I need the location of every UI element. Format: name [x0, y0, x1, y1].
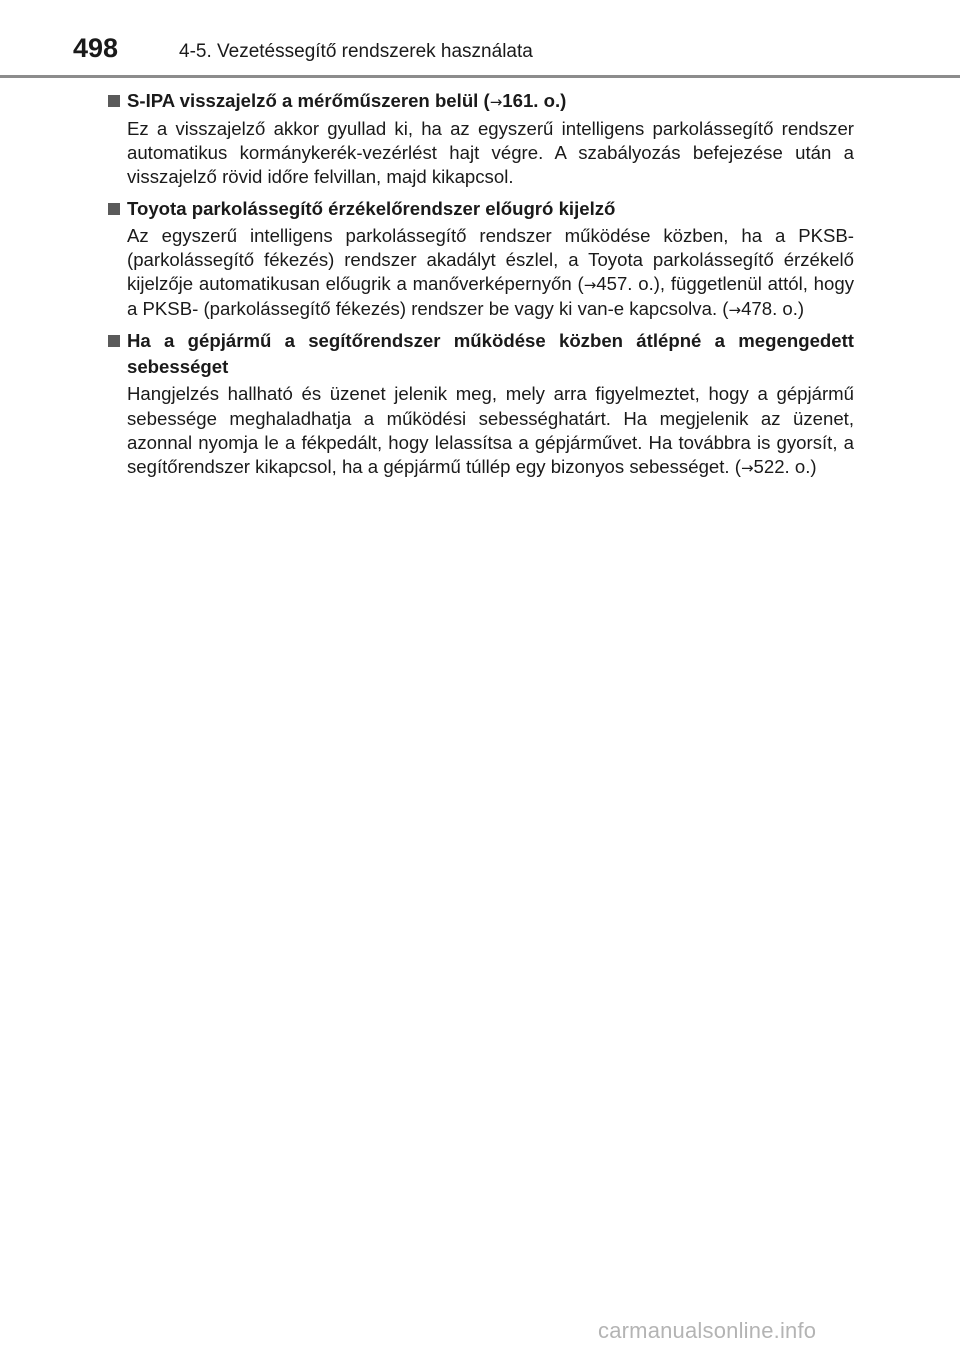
body-text: Az egyszerű intelligens parkolássegítő rendszer működése közben, ha a PKSB- (parkolássegítő fékezés) rendszer akadályt észlel, a Toyota parkolássegítő érzékelő kijelzője automatikusan előugrik a manőverképernyőn (: [127, 224, 854, 295]
item-heading: [108, 328, 854, 380]
item-body: [108, 382, 854, 480]
page-header: [0, 0, 960, 80]
arrow-icon: →: [740, 459, 754, 478]
list-item: [108, 328, 854, 480]
section-title: 4-5. Vezetéssegítő rendszerek használata: [179, 41, 533, 62]
arrow-icon: →: [583, 276, 597, 295]
watermark: carmanualsonline.info: [598, 1318, 817, 1343]
page-reference[interactable]: 478. o.): [741, 298, 805, 320]
square-bullet-icon: [108, 335, 120, 347]
item-body: [108, 117, 854, 190]
square-bullet-icon: [108, 203, 120, 215]
body-text: Ez a visszajelző akkor gyullad ki, ha az egyszerű intelligens parkolássegítő rendszer automatikus kormánykerék-vezérlést hajt végre. A szabályozás befejezése után a visszajelző rövid időre felvillan, majd kikapcsol.: [127, 118, 854, 188]
list-item: [108, 196, 854, 323]
heading-text: Toyota parkolássegítő érzékelőrendszer előugró kijelző: [127, 197, 616, 219]
item-heading: [108, 88, 854, 115]
page-number: 498: [73, 33, 119, 63]
body-text: Hangjelzés hallható és üzenet jelenik meg, mely arra figyelmeztet, hogy a gépjármű sebessége meghaladhatja a működési sebességhatárt. Ha megjelenik az üzenet, azonnal nyomja le a fékpedált, hogy lelassítsa a gépjárművet. Ha továbbra is gyorsít, a segítőrendszer kikapcsol, ha a gépjármű túllép egy bizonyos sebességet. (: [127, 383, 854, 478]
header-divider: [0, 75, 960, 78]
page-reference[interactable]: 457. o.), függetlenül attól, hogy a PKSB- (parkolássegítő fékezés) rendszer be vagy ki van-e kapcsolva. (: [127, 273, 854, 320]
square-bullet-icon: [108, 95, 120, 107]
arrow-icon: →: [489, 93, 503, 111]
arrow-icon: →: [728, 301, 742, 320]
item-body: [108, 224, 854, 323]
heading-text: S-IPA visszajelző a mérőműszeren belül (: [127, 90, 490, 111]
list-item: [108, 88, 854, 190]
page-content: [108, 88, 854, 486]
page-reference[interactable]: 161. o.): [502, 90, 567, 111]
heading-text: Ha a gépjármű a segítőrendszer működése közben átlépné a megengedett sebességet: [127, 330, 854, 378]
item-heading: [108, 196, 854, 222]
page-reference[interactable]: 522. o.): [753, 456, 817, 478]
